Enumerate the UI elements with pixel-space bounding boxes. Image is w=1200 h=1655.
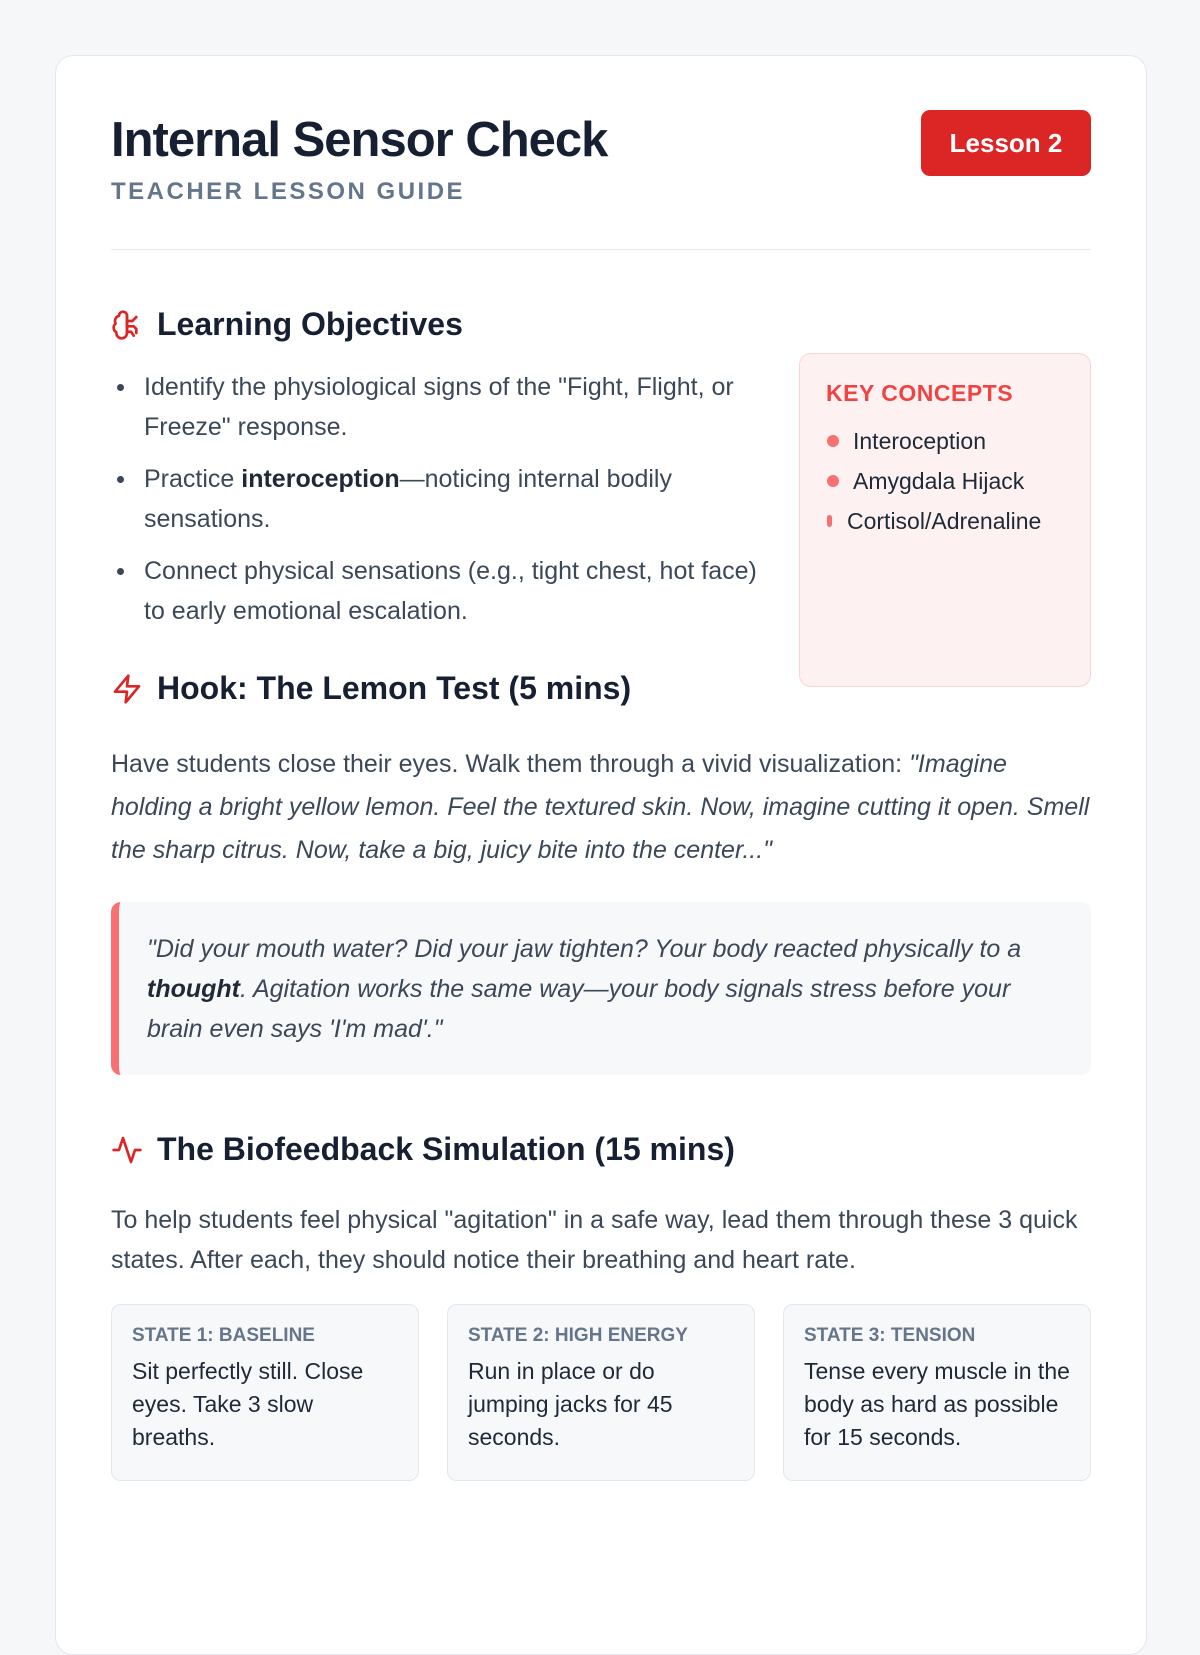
lesson-header (111, 56, 1091, 250)
simulation-heading-text: The Biofeedback Simulation (15 mins) (157, 1131, 735, 1167)
simulation-heading (111, 1131, 1091, 1168)
objectives-heading-text: Learning Objectives (157, 306, 463, 342)
objective-item (111, 459, 761, 539)
state-description: Tense every muscle in the body as hard as possible for 15 seconds. (804, 1358, 1070, 1450)
hook-script: "Imagine holding a bright yellow lemon. Feel the textured skin. Now, imagine cutting it open. Smell the sharp citrus. Now, take a big, juicy bite into the center..." (111, 750, 1090, 864)
hook-section (111, 670, 1091, 1075)
simulation-section (111, 1131, 1091, 1481)
objective-text-bold: interoception (241, 465, 400, 493)
page-title: Internal Sensor Check (111, 113, 608, 167)
objectives-heading (111, 306, 761, 343)
page-subtitle: TEACHER LESSON GUIDE (111, 178, 466, 205)
objective-item (111, 367, 761, 447)
quote-text-pre: "Did your mouth water? Did your jaw tighten? Your body reacted physically to a (147, 935, 1022, 963)
brain-icon (111, 309, 143, 341)
concept-item: Amygdala Hijack (826, 461, 1064, 501)
lesson-badge: Lesson 2 (921, 110, 1091, 176)
state-card-tension (783, 1304, 1091, 1481)
quote-text-bold: thought (147, 975, 241, 1003)
state-card-baseline (111, 1304, 419, 1481)
state-card-high-energy (447, 1304, 755, 1481)
lesson-guide-card (55, 55, 1147, 1655)
hook-quote (111, 902, 1091, 1075)
objectives-section (111, 250, 1091, 670)
objectives-list (111, 367, 761, 631)
objective-text: Connect physical sensations (e.g., tight chest, hot face) to early emotional escalation. (144, 557, 757, 625)
state-description: Run in place or do jumping jacks for 45 seconds. (468, 1358, 673, 1450)
hook-heading-text: Hook: The Lemon Test (5 mins) (157, 670, 632, 706)
objective-text-pre: Practice (144, 465, 242, 493)
quote-text-post: . Agitation works the same way—your body signals stress before your brain even says 'I'm mad'." (147, 975, 1011, 1043)
simulation-intro: To help students feel physical "agitation" in a safe way, lead them through these 3 quick states. After each, they should notice their breathing and heart rate. (111, 1206, 1078, 1274)
pulse-icon (111, 1134, 143, 1166)
concept-item: Interoception (826, 421, 1064, 461)
learning-objectives (111, 306, 761, 643)
hook-intro (111, 743, 1091, 872)
objective-text-post: —noticing internal bodily sensations. (144, 465, 672, 533)
key-concepts-box (799, 353, 1091, 687)
lightning-icon (111, 673, 143, 705)
concept-item: Cortisol/Adrenaline (826, 501, 1064, 541)
key-concepts-title: KEY CONCEPTS (826, 380, 1014, 406)
state-title: STATE 2: HIGH ENERGY (468, 1325, 688, 1346)
objective-text: Identify the physiological signs of the "Fight, Flight, or Freeze" response. (144, 373, 734, 441)
hook-intro-text: Have students close their eyes. Walk them through a vivid visualization: (111, 750, 910, 778)
state-description: Sit perfectly still. Close eyes. Take 3 slow breaths. (132, 1358, 364, 1450)
state-title: STATE 3: TENSION (804, 1325, 976, 1346)
state-cards (111, 1304, 1091, 1481)
objective-item (111, 551, 761, 631)
state-title: STATE 1: BASELINE (132, 1325, 315, 1346)
